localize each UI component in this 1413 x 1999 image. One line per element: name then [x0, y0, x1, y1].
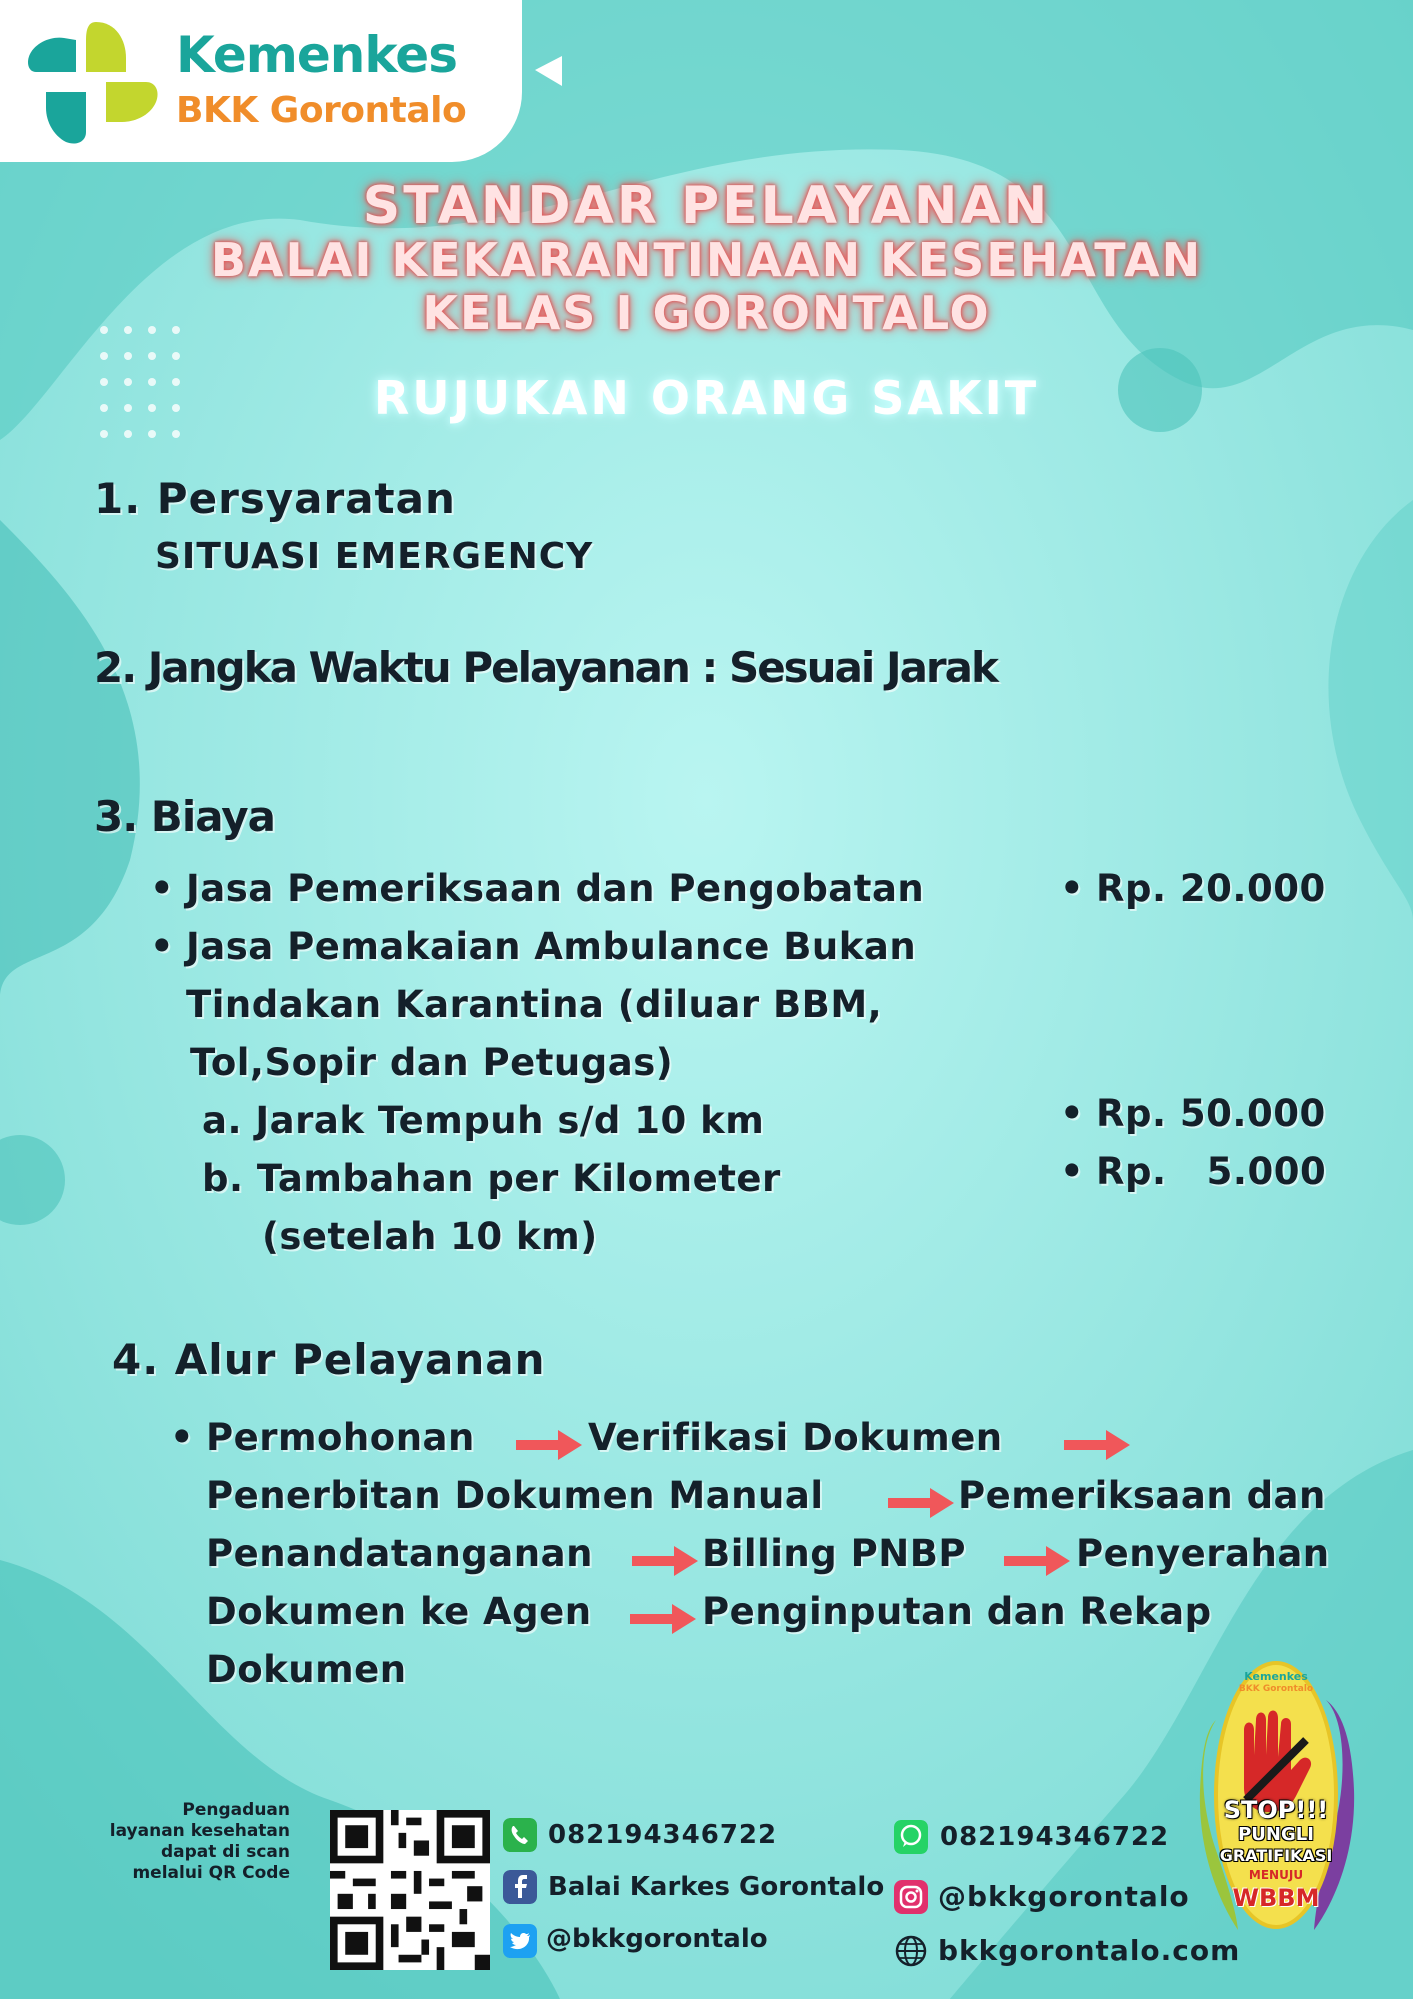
title-line-3: KELAS I GORONTALO [422, 286, 991, 340]
logo-subtitle: BKK Gorontalo [176, 90, 467, 131]
fee-price-sub-b: • Rp. 5.000 [1096, 1150, 1326, 1193]
arrow-right-icon [628, 1600, 698, 1638]
badge-wbbm: WBBM [1232, 1884, 1320, 1912]
instagram-icon [894, 1880, 928, 1914]
whatsapp-icon [894, 1820, 928, 1854]
twitter-icon [503, 1924, 537, 1958]
phone-icon [503, 1818, 537, 1852]
arrow-right-icon [514, 1426, 584, 1464]
fee-item-ambulance-line-2: Tindakan Karantina (diluar BBM, [186, 983, 883, 1026]
fee-price-examination: • Rp. 20.000 [1096, 867, 1326, 910]
fee-sub-a: a. Jarak Tempuh s/d 10 km [202, 1099, 765, 1142]
flow-step-rekap-dokumen: Dokumen [206, 1648, 407, 1691]
title-line-2: BALAI KEKARANTINAAN KESEHATAN [210, 233, 1203, 287]
kemenkes-logo-icon [26, 12, 166, 152]
section3-heading: 3. Biaya [94, 792, 275, 841]
flow-step-verifikasi: Verifikasi Dokumen [588, 1416, 1003, 1459]
badge-pungli: PUNGLI [1238, 1824, 1314, 1845]
service-title: RUJUKAN ORANG SAKIT [373, 371, 1040, 425]
fee-item-ambulance-line-1: • Jasa Pemakaian Ambulance Bukan [186, 925, 916, 968]
facebook-icon [503, 1870, 537, 1904]
flow-step-dokumen-agen: Dokumen ke Agen [206, 1590, 592, 1633]
arrow-right-icon [886, 1484, 956, 1522]
fee-sub-b-line-2: (setelah 10 km) [262, 1215, 598, 1258]
complaint-note: Pengaduan layanan kesehatan dapat di scan melalui QR Code [109, 1800, 290, 1883]
title-line-1: STANDAR PELAYANAN [362, 176, 1051, 236]
fee-sub-b-line-1: b. Tambahan per Kilometer [202, 1157, 781, 1200]
badge-brand: Kemenkes [1244, 1670, 1308, 1683]
stop-pungli-badge [1196, 1660, 1356, 1938]
contact-website[interactable]: bkkgorontalo.com [938, 1934, 1241, 1967]
section4-heading: 4. Alur Pelayanan [112, 1335, 546, 1384]
qr-code-icon[interactable] [330, 1810, 490, 1970]
section1-item: SITUASI EMERGENCY [155, 536, 594, 577]
contact-instagram[interactable]: @bkkgorontalo [938, 1880, 1190, 1913]
badge-stop: STOP!!! [1223, 1796, 1329, 1824]
fee-item-examination: • Jasa Pemeriksaan dan Pengobatan [186, 867, 924, 910]
badge-menuju: MENUJU [1248, 1868, 1304, 1882]
flow-step-permohonan: • Permohonan [206, 1416, 475, 1459]
flow-step-pemeriksaan: Pemeriksaan dan [958, 1474, 1326, 1517]
contact-twitter[interactable]: @bkkgorontalo [546, 1924, 768, 1954]
contact-phone[interactable]: 082194346722 [548, 1820, 778, 1850]
globe-icon [894, 1934, 928, 1968]
flow-step-penerbitan: Penerbitan Dokumen Manual [206, 1474, 824, 1517]
contact-facebook[interactable]: Balai Karkes Gorontalo [548, 1872, 885, 1902]
fee-item-ambulance-line-3: Tol,Sopir dan Petugas) [190, 1041, 674, 1084]
section1-heading: 1. Persyaratan [94, 474, 456, 523]
section2-heading: 2. Jangka Waktu Pelayanan : Sesuai Jarak [94, 643, 997, 692]
badge-gratifikasi: GRATIFIKASI [1219, 1846, 1333, 1865]
badge-brand-sub: BKK Gorontalo [1238, 1684, 1314, 1694]
contact-whatsapp[interactable]: 082194346722 [940, 1822, 1170, 1852]
logo-panel [0, 0, 522, 162]
arrow-right-icon [630, 1542, 700, 1580]
flow-step-penandatanganan: Penandatanganan [206, 1532, 593, 1575]
flow-step-penyerahan: Penyerahan [1076, 1532, 1330, 1575]
flow-step-billing: Billing PNBP [702, 1532, 967, 1575]
arrow-right-icon [1002, 1542, 1072, 1580]
arrow-right-icon [1062, 1426, 1132, 1464]
flow-step-penginputan: Penginputan dan Rekap [702, 1590, 1212, 1633]
fee-price-sub-a: • Rp. 50.000 [1096, 1092, 1326, 1135]
logo-title: Kemenkes [176, 26, 457, 84]
